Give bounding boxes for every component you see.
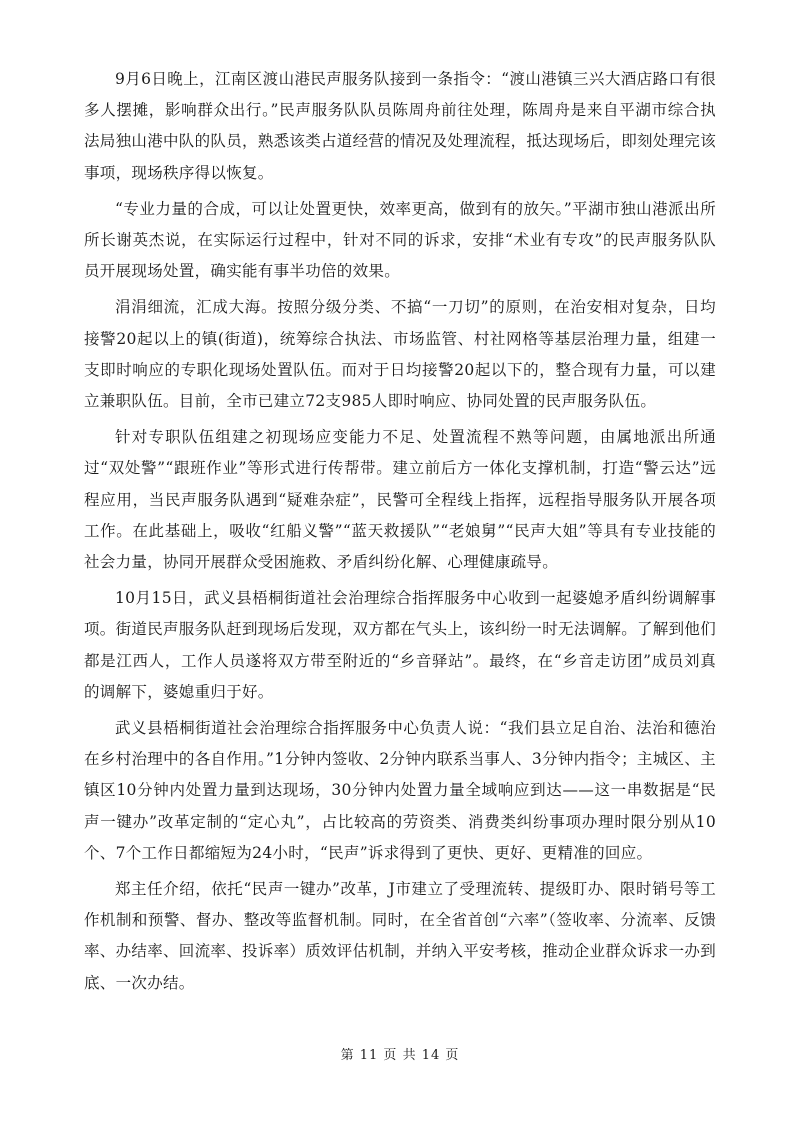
- paragraph-2: “专业力量的合成，可以让处置更快，效率更高，做到有的放矢。”平湖市独山港派出所所长谢英杰说，在实际运行过程中，针对不同的诉求，安排“术业有专攻”的民声服务队队员开展现场处置，确实能有事半功倍的效果。: [84, 199, 716, 281]
- paragraph-4: 针对专职队伍组建之初现场应变能力不足、处置流程不熟等问题，由属地派出所通过“双处警”“跟班作业”等形式进行传帮带。建立前后方一体化支撑机制，打造“警云达”远程应用，当民声服务队遇到“疑难杂症”，民警可全程线上指挥，远程指导服务队开展各项工作。在此基础上，吸收“红船义警”“蓝天救援队”“老娘舅”“民声大姐”等具有专业技能的社会力量，协同开展群众受困施救、矛盾纠纷化解、心理健康疏导。: [84, 428, 716, 572]
- paragraph-6: 武义县梧桐街道社会治理综合指挥服务中心负责人说：“我们县立足自治、法治和德治在乡村治理中的各自作用。”1分钟内签收、2分钟内联系当事人、3分钟内指令；主城区、主镇区10分钟内处置力量到达现场，30分钟内处置力量全域响应到达——这一串数据是“民声一键办”改革定制的“定心丸”，占比较高的劳资类、消费类纠纷事项办理时限分别从10个、7个工作日都缩短为24小时，“民声”诉求得到了更快、更好、更精准的回应。: [84, 719, 716, 862]
- document-body: [84, 64, 716, 1004]
- paragraph-5: 10月15日，武义县梧桐街道社会治理综合指挥服务中心收到一起婆媳矛盾纠纷调解事项。街道民声服务队赶到现场后发现，双方都在气头上，该纠纷一时无法调解。了解到他们都是江西人，工作人员遂将双方带至附近的“乡音驿站”。最终，在“乡音走访团”成员刘真的调解下，婆媳重归于好。: [84, 589, 717, 701]
- paragraph-3: 涓涓细流，汇成大海。按照分级分类、不搞“一刀切”的原则，在治安相对复杂，日均接警20起以上的镇(街道)，统筹综合执法、市场监管、村社网格等基层治理力量，组建一支即时响应的专职化现场处置队伍。而对于日均接警20起以下的，整合现有力量，可以建立兼职队伍。目前，全市已建立72支985人即时响应、协同处置的民声服务队伍。: [84, 298, 716, 411]
- paragraph-1: 9月6日晚上，江南区渡山港民声服务队接到一条指令：“渡山港镇三兴大酒店路口有很多人摆摊，影响群众出行。”民声服务队队员陈周舟前往处理，陈周舟是来自平湖市综合执法局独山港中队的队员，熟悉该类占道经营的情况及处理流程，抵达现场后，即刻处理完该事项，现场秩序得以恢复。: [84, 70, 717, 182]
- paragraph-7: 郑主任介绍，依托“民声一键办”改革，J市建立了受理流转、提级盯办、限时销号等工作机制和预警、督办、整改等监督机制。同时，在全省首创“六率”（签收率、分流率、反馈率、办结率、回流率、投诉率）质效评估机制，并纳入平安考核，推动企业群众诉求一办到底、一次办结。: [84, 880, 717, 992]
- page-number-footer: 第 11 页 共 14 页: [340, 1048, 460, 1063]
